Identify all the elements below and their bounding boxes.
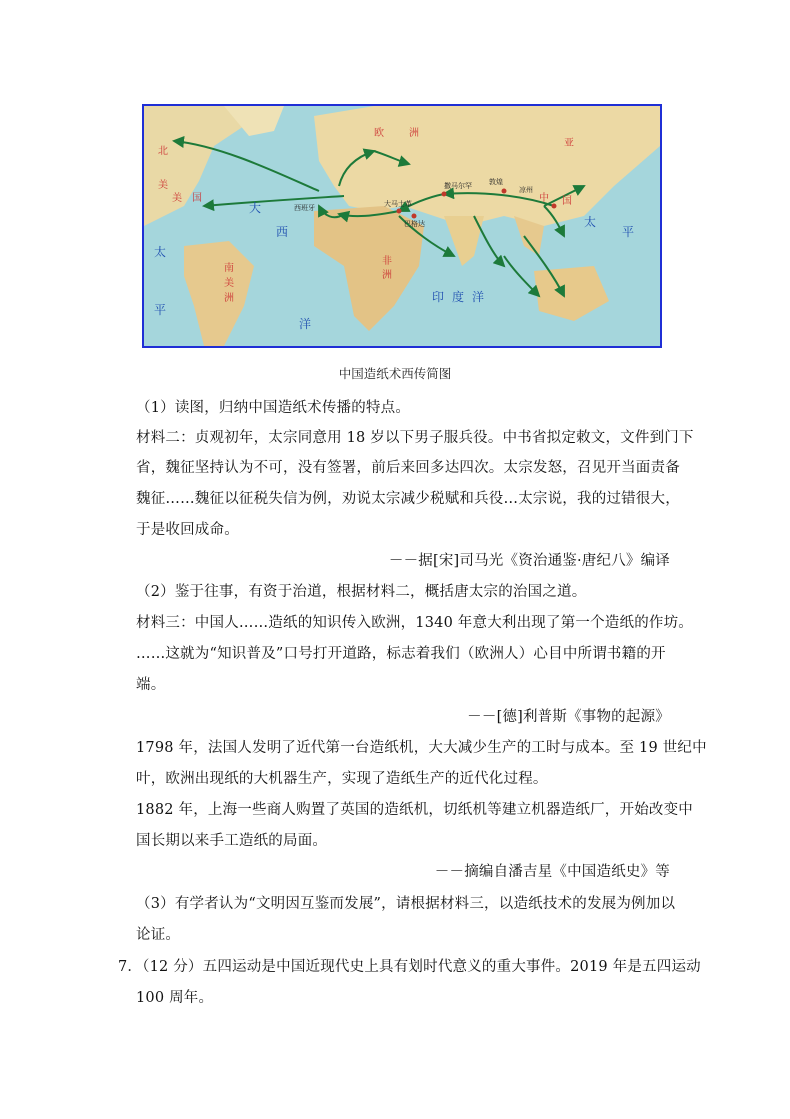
map-label: 度	[452, 290, 465, 304]
figure-caption: 中国造纸术西传简图	[338, 366, 452, 381]
map-label: 敦煌	[489, 178, 503, 186]
map-label: 太	[154, 245, 167, 259]
material-3-line: 国长期以来手工造纸的局面。	[136, 833, 328, 849]
map-graphic	[144, 106, 660, 346]
map-label: 美	[172, 193, 182, 204]
map-label: 欧	[374, 128, 384, 139]
question-2: （2）鉴于往事，有资于治道，根据材料二，概括唐太宗的治国之道。	[136, 584, 587, 600]
question-7: 7．（12 分）五四运动是中国近现代史上具有划时代意义的重大事件。2019 年是五四运动	[118, 959, 701, 975]
map-label: 平	[622, 225, 635, 239]
map-label: 南	[224, 263, 234, 274]
question-7: 100 周年。	[136, 990, 214, 1006]
map-label: 大	[249, 201, 262, 215]
map-label: 洲	[409, 128, 419, 139]
material-2-line: 材料二：贞观初年，太宗同意用 18 岁以下男子服兵役。中书省拟定敕文，文件到门下	[136, 430, 694, 446]
paper-route-map	[142, 104, 662, 348]
map-label: 印	[432, 290, 445, 304]
question-3: 论证。	[136, 927, 181, 943]
map-label: 国	[562, 196, 572, 207]
question-3: （3）有学者认为“文明因互鉴而发展”，请根据材料三，以造纸技术的发展为例加以	[136, 896, 676, 912]
map-label: 洋	[299, 317, 312, 331]
map-label: 巴格达	[404, 220, 425, 228]
material-3-line: 1798 年，法国人发明了近代第一台造纸机，大大减少生产的工时与成本。至 19 世纪中	[136, 740, 707, 756]
map-label: 太	[584, 215, 597, 229]
material-3-line: 材料三：中国人……造纸的知识传入欧洲，1340 年意大利出现了第一个造纸的作坊。	[136, 615, 694, 631]
map-label: 亚	[564, 138, 574, 149]
material-3-line: 端。	[136, 677, 166, 693]
map-label: 美	[224, 278, 234, 289]
map-label: 凉州	[519, 186, 533, 194]
material-2-line: 魏征……魏征以征税失信为例，劝说太宗减少税赋和兵役…太宗说，我的过错很大，	[136, 491, 680, 507]
map-label: 中	[539, 193, 549, 204]
material-2-line: 省，魏征坚持认为不可，没有签署，前后来回多达四次。太宗发怒，召见开当面责备	[136, 460, 680, 476]
material-3-line: ……这就为“知识普及”口号打开道路，标志着我们（欧洲人）心目中所谓书籍的开	[136, 646, 666, 662]
map-label: 美	[158, 180, 168, 191]
material-3-line: 叶，欧洲出现纸的大机器生产，实现了造纸生产的近代化过程。	[136, 771, 548, 787]
source-note: －－摘编自潘吉星《中国造纸史》等	[434, 864, 670, 880]
map-label: 北	[158, 146, 168, 157]
map-label: 国	[192, 193, 202, 204]
question-1: （1）读图，归纳中国造纸术传播的特点。	[136, 400, 411, 416]
map-label: 撒马尔罕	[444, 182, 472, 190]
map-label: 西班牙	[294, 204, 315, 212]
map-label: 洲	[224, 293, 234, 304]
source-note: －－[德]利普斯《事物的起源》	[467, 709, 670, 725]
map-label: 洲	[382, 270, 392, 281]
map-label: 西	[276, 225, 289, 239]
map-label: 平	[154, 303, 167, 317]
map-label: 非	[382, 256, 392, 267]
material-3-line: 1882 年，上海一些商人购置了英国的造纸机，切纸机等建立机器造纸厂，开始改变中	[136, 802, 694, 818]
material-2-line: 于是收回成命。	[136, 522, 239, 538]
source-note: －－据[宋]司马光《资治通鉴·唐纪八》编译	[388, 553, 670, 569]
map-label: 洋	[472, 290, 485, 304]
map-label: 大马士革	[384, 200, 412, 208]
